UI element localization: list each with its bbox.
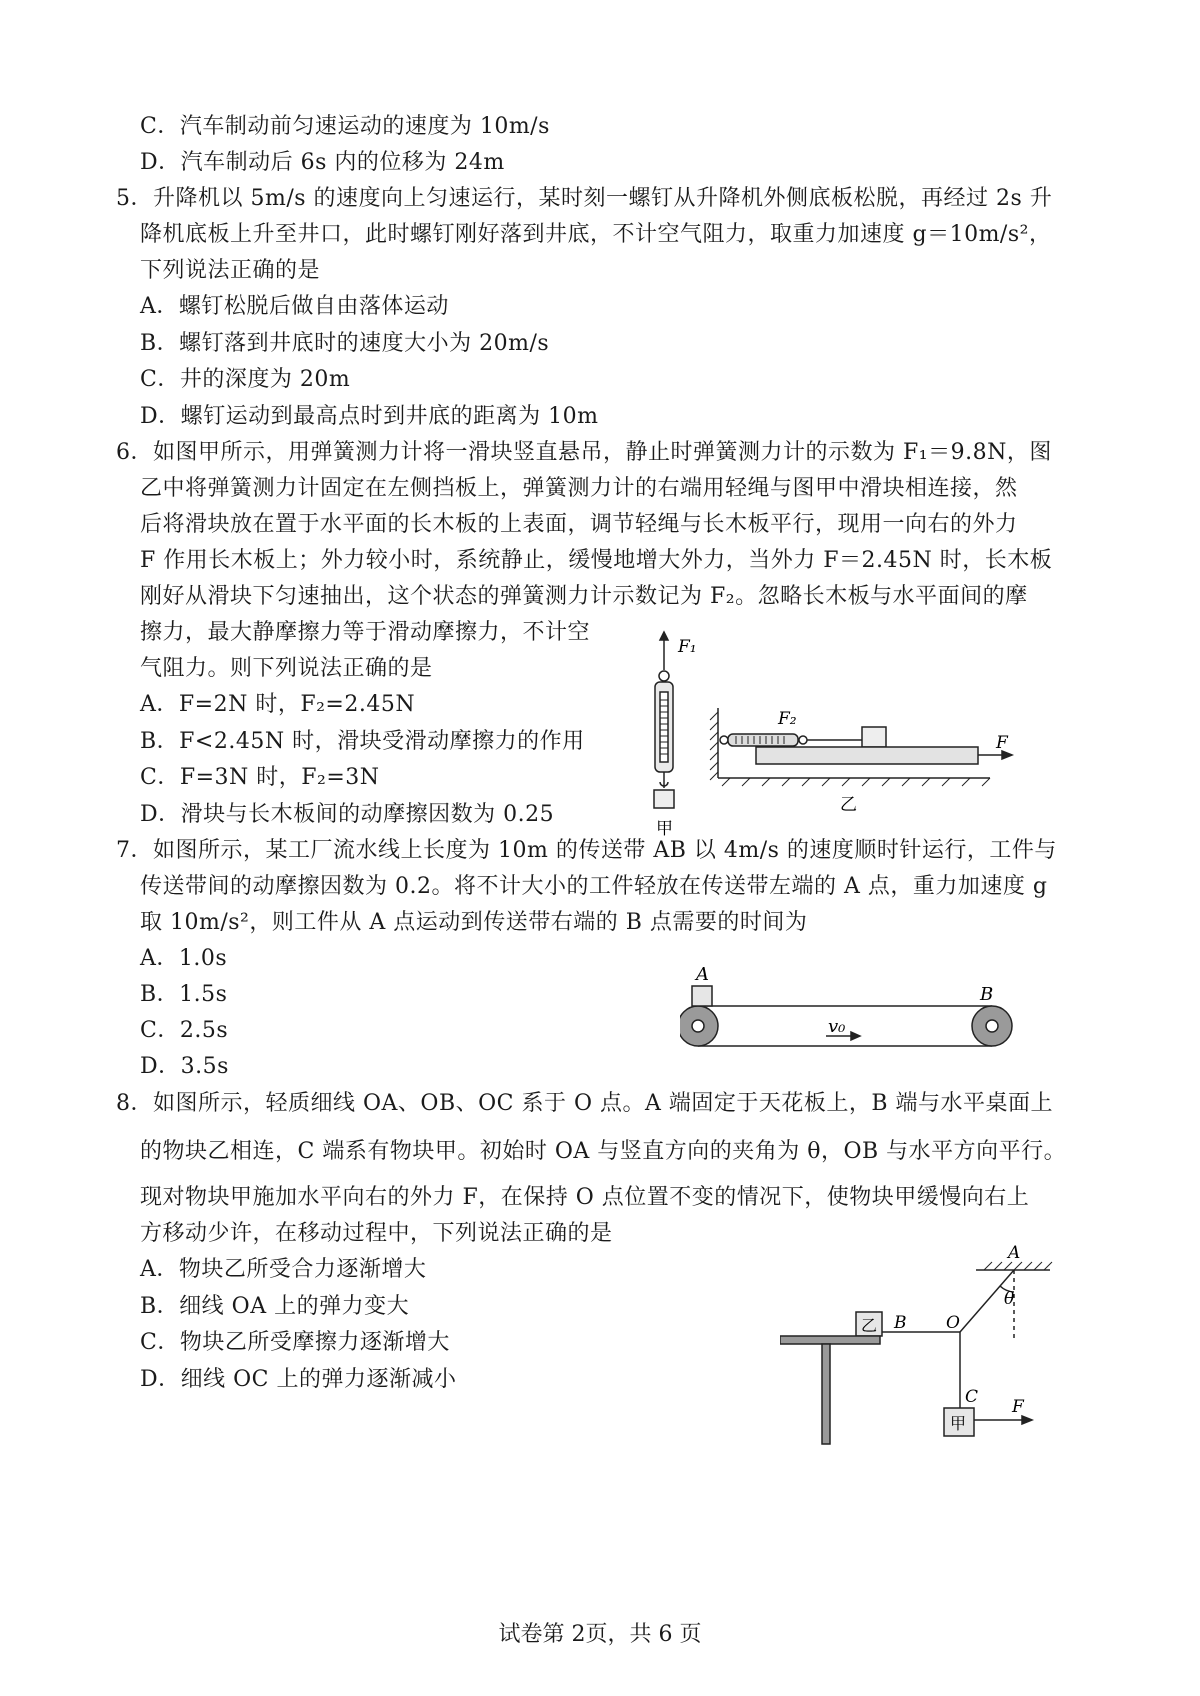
label-f: F <box>1012 1397 1024 1417</box>
q6-option-d: D．滑块与长木板间的动摩擦因数为 0.25 <box>140 802 555 827</box>
caption-yi: 乙 <box>840 795 857 815</box>
q8-stem-line: 8．如图所示，轻质细线 OA、OB、OC 系于 O 点。A 端固定于天花板上，B 端与水平桌面上 <box>116 1091 1054 1116</box>
q5-option-b: B．螺钉落到井底时的速度大小为 20m/s <box>140 331 550 356</box>
label-c: C <box>965 1387 979 1407</box>
q7-option-d: D．3.5s <box>140 1054 229 1079</box>
q5-option-d: D．螺钉运动到最高点时到井底的距离为 10m <box>140 404 599 429</box>
q7-stem-line: 7．如图所示，某工厂流水线上长度为 10m 的传送带 AB 以 4m/s 的速度顺时针运行，工件与 <box>116 838 1057 863</box>
q6-figure <box>600 630 1080 840</box>
q7-stem-line: 取 10m/s²，则工件从 A 点运动到传送带右端的 B 点需要的时间为 <box>140 910 808 935</box>
q8-stem-line: 的物块乙相连，C 端系有物块甲。初始时 OA 与竖直方向的夹角为 θ，OB 与水平方向平行。 <box>140 1139 1067 1164</box>
q8-stem-line: 现对物块甲施加水平向右的外力 F，在保持 O 点位置不变的情况下，使物块甲缓慢向右上 <box>140 1185 1030 1210</box>
block-yi-label: 乙 <box>861 1316 878 1335</box>
caption-jia: 甲 <box>656 819 673 839</box>
q4-option-c: C．汽车制动前匀速运动的速度为 10m/s <box>140 114 550 139</box>
q5-stem-line: 下列说法正确的是 <box>140 258 321 283</box>
label-f1: F₁ <box>678 637 697 657</box>
q6-stem-line: 6．如图甲所示，用弹簧测力计将一滑块竖直悬吊，静止时弹簧测力计的示数为 F₁＝9.8N，图 <box>116 440 1052 465</box>
label-b: B <box>894 1313 907 1333</box>
q6-option-c: C．F=3N 时，F₂=3N <box>140 765 380 790</box>
page-footer: 试卷第 2页，共 6 页 <box>498 1622 702 1647</box>
q8-option-c: C．物块乙所受摩擦力逐渐增大 <box>140 1330 450 1355</box>
q8-stem-line: 方移动少许，在移动过程中，下列说法正确的是 <box>140 1221 613 1246</box>
q7-option-b: B．1.5s <box>140 982 228 1007</box>
q6-stem-line: 擦力，最大静摩擦力等于滑动摩擦力，不计空 <box>140 620 591 645</box>
block-jia-label: 甲 <box>950 1414 967 1433</box>
spring-scale-vertical <box>654 632 674 808</box>
q6-stem-line: 气阻力。则下列说法正确的是 <box>140 656 433 681</box>
label-f2: F₂ <box>778 709 797 729</box>
q8-option-a: A．物块乙所受合力逐渐增大 <box>140 1257 427 1282</box>
q6-stem-line: F 作用长木板上；外力较小时，系统静止，缓慢地增大外力，当外力 F＝2.45N 时，长木板 <box>140 548 1053 573</box>
q5-option-c: C．井的深度为 20m <box>140 367 351 392</box>
q6-stem-line: 乙中将弹簧测力计固定在左侧挡板上，弹簧测力计的右端用轻绳与图甲中滑块相连接，然 <box>140 476 1018 501</box>
q7-option-a: A．1.0s <box>140 946 228 971</box>
q5-stem-line: 降机底板上升至井口，此时螺钉刚好落到井底，不计空气阻力，取重力加速度 g＝10m/s²， <box>140 222 1052 247</box>
q7-option-c: C．2.5s <box>140 1018 229 1043</box>
label-a: A <box>696 964 709 985</box>
q8-strings-figure <box>780 1240 1070 1460</box>
q4-option-d: D．汽车制动后 6s 内的位移为 24m <box>140 150 505 175</box>
q8-option-d: D．细线 OC 上的弹力逐渐减小 <box>140 1367 457 1392</box>
q7-conveyor-figure <box>680 960 1040 1070</box>
label-theta: θ <box>1004 1289 1015 1309</box>
label-o: O <box>946 1313 960 1333</box>
q6-stem-line: 后将滑块放在置于水平面的长木板的上表面，调节轻绳与长木板平行，现用一向右的外力 <box>140 512 1018 537</box>
q6-option-b: B．F<2.45N 时，滑块受滑动摩擦力的作用 <box>140 729 585 754</box>
q7-stem-line: 传送带间的动摩擦因数为 0.2。将不计大小的工件轻放在传送带左端的 A 点，重力加速度 g <box>140 874 1048 899</box>
conveyor-belt <box>680 986 1012 1046</box>
label-a: A <box>1008 1243 1021 1263</box>
q5-stem-line: 5．升降机以 5m/s 的速度向上匀速运行，某时刻一螺钉从升降机外侧底板松脱，再经过 2s 升 <box>116 186 1053 211</box>
q6-option-a: A．F=2N 时，F₂=2.45N <box>140 692 416 717</box>
board-setup <box>710 708 1012 786</box>
q5-option-a: A．螺钉松脱后做自由落体运动 <box>140 294 449 319</box>
q8-option-b: B．细线 OA 上的弹力变大 <box>140 1294 410 1319</box>
q6-stem-line: 刚好从滑块下匀速抽出，这个状态的弹簧测力计示数记为 F₂。忽略长木板与水平面间的摩 <box>140 584 1028 609</box>
label-v0: v₀ <box>828 1016 846 1037</box>
label-f: F <box>996 733 1008 753</box>
label-b: B <box>980 984 994 1005</box>
